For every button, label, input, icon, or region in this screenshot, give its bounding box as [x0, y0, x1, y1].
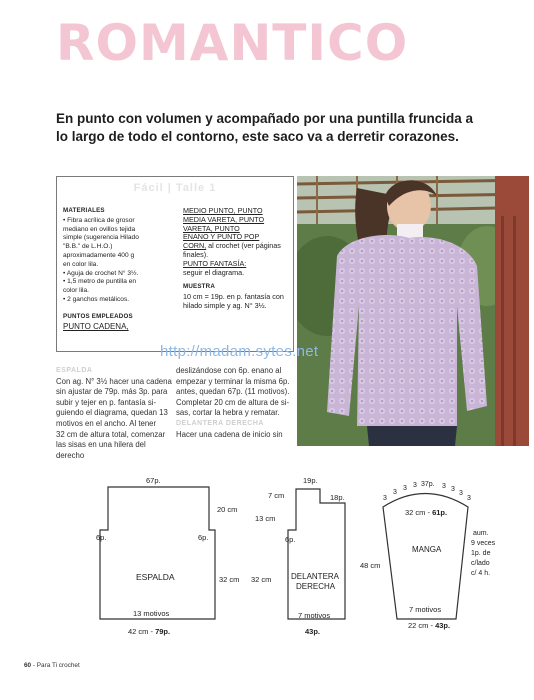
model-photo-illustration: [297, 176, 529, 446]
body-line: las sisas en una hilera del derecho: [56, 440, 146, 460]
manga-top-num: 3: [467, 495, 471, 502]
manga-top-num: 3: [459, 490, 463, 497]
body-column-2: [176, 366, 296, 440]
espalda-top: 67p.: [146, 476, 161, 485]
espalda-left-6p: 6p.: [96, 533, 107, 542]
manga-top-num: 3: [451, 486, 455, 493]
body-column-1: [56, 366, 174, 461]
stitch-line: CORN,: [183, 241, 207, 251]
manga-top-num: 3: [442, 483, 446, 490]
espalda-bottom-cm: 42 cm - 79p.: [128, 627, 171, 636]
watermark-url: http://madam.sytes.net: [160, 343, 319, 360]
stitch-line: MEDIO PUNTO, PUNTO: [183, 206, 263, 215]
delantera-cuello-p: 18p.: [330, 493, 345, 502]
stitch-line: ENANO Y PUNTO POP: [183, 232, 260, 242]
materials-line: simple (sugerencia Hilado: [63, 234, 139, 242]
delantera-bottom: 43p.: [305, 627, 321, 636]
espalda-sisa: 20 cm: [217, 505, 238, 514]
delantera-alto: 32 cm: [251, 575, 272, 584]
punto-cadena: PUNTO CADENA,: [63, 321, 129, 331]
espalda-heading: ESPALDA: [56, 367, 93, 374]
muestra-heading: MUESTRA: [183, 283, 215, 291]
espalda-diagram: [96, 476, 239, 636]
manga-motivos: 7 motivos: [409, 605, 442, 614]
delantera-sisa: 13 cm: [255, 514, 276, 523]
manga-bottom: 22 cm - 43p.: [408, 621, 451, 630]
stitch-line: VARETA, PUNTO: [183, 223, 240, 233]
body-line: Hacer una cadena de inicio sin: [176, 429, 283, 439]
materials-line: color lila.: [63, 287, 90, 295]
manga-aum-line: aum.: [473, 530, 489, 537]
delantera-left-6p: 6p.: [285, 535, 296, 544]
body-line: deslizándose con 6p. enano al: [176, 366, 282, 375]
box-header: Fácil | Talle 1: [133, 182, 217, 194]
manga-top-num: 3: [413, 482, 417, 489]
materials-line: • Fibra acrílica de grosor: [63, 216, 135, 224]
materials-line: mediano en ovillos tejida: [63, 225, 136, 233]
stitches-column: [183, 207, 291, 311]
materials-line: aproximadamente 400 g: [63, 251, 135, 259]
delantera-name-2: DERECHA: [296, 582, 336, 591]
espalda-motivos: 13 motivos: [133, 609, 170, 618]
stitch-note: al crochet (ver páginas finales).: [183, 241, 281, 259]
manga-name: MANGA: [412, 545, 442, 554]
delantera-cuello-cm: 7 cm: [268, 491, 285, 500]
manga-aum-line: c/ 4 h.: [471, 570, 491, 577]
delantera-diagram: [251, 476, 345, 636]
body-line: 32 cm de altura total, comenzar: [56, 429, 166, 439]
delantera-top: 19p.: [303, 476, 318, 485]
manga-top-num: 3: [383, 495, 387, 502]
materiales-heading: MATERIALES: [63, 207, 105, 214]
espalda-alto: 32 cm: [219, 575, 240, 584]
fantasia-text: seguir el diagrama.: [183, 267, 245, 277]
article-subtitle: En punto con volumen y acompañado por una puntilla fruncida a lo largo de todo el contorno, este saco va a derretir corazones.: [56, 111, 474, 144]
manga-aum-line: c/lado: [471, 560, 490, 567]
materials-line: "B.B." de L.H.O.): [63, 243, 113, 251]
manga-cap: 32 cm - 61p.: [405, 508, 448, 517]
puntos-heading: PUNTOS EMPLEADOS: [63, 312, 133, 320]
materials-column: [63, 207, 177, 331]
page-number: 60: [24, 662, 32, 669]
espalda-name: ESPALDA: [136, 572, 175, 582]
materials-box: [56, 176, 294, 352]
body-line: antes, quedan 67p. (11 motivos).: [176, 387, 290, 397]
body-line: Completar 20 cm de altura de si-: [176, 397, 290, 407]
body-line: sin ajustar de 79p. más 3p. para: [56, 387, 168, 397]
manga-top-num: 3: [403, 485, 407, 492]
body-line: subir y tejer en p. fantasía si-: [56, 397, 157, 407]
page-title: ROMANTICO: [56, 14, 409, 72]
magazine-name: - Para Ti crochet: [31, 662, 80, 669]
materials-line: • Aguja de crochet N° 3½.: [63, 269, 139, 277]
muestra-text: 10 cm = 19p. en p. fantasía con hilado simple y ag. N° 3½.: [183, 292, 284, 310]
materials-line: en color lila.: [63, 260, 99, 268]
manga-aum-line: 9 veces: [471, 540, 496, 547]
body-line: motivos en el ancho. Al tener: [56, 418, 157, 428]
body-line: empezar y terminar la misma 6p.: [176, 376, 290, 386]
manga-alto: 48 cm: [360, 561, 381, 570]
pattern-diagrams: [0, 466, 534, 666]
stitch-line: MEDIA VARETA, PUNTO: [183, 214, 265, 224]
page-footer: [24, 662, 80, 669]
fantasia-label: PUNTO FANTASÍA:: [183, 258, 247, 268]
body-line: guiendo el diagrama, quedan 13: [56, 408, 168, 418]
materials-line: • 1,5 metro de puntilla en: [63, 278, 137, 286]
body-line: Con ag. N° 3½ hacer una cadena: [56, 376, 172, 386]
manga-top-num: 3: [393, 489, 397, 496]
manga-top-center: 37p.: [421, 481, 435, 488]
model-photo: [297, 176, 529, 446]
manga-diagram: [360, 481, 496, 630]
delantera-motivos: 7 motivos: [298, 611, 331, 620]
delantera-name-1: DELANTERA: [291, 572, 340, 581]
manga-aum-line: 1p. de: [471, 550, 491, 557]
espalda-right-6p: 6p.: [198, 533, 209, 542]
delantera-heading: DELANTERA DERECHA: [176, 419, 264, 427]
body-line: sas, cortar la hebra y rematar.: [176, 408, 280, 418]
materials-line: • 2 ganchos metálicos.: [63, 295, 130, 303]
